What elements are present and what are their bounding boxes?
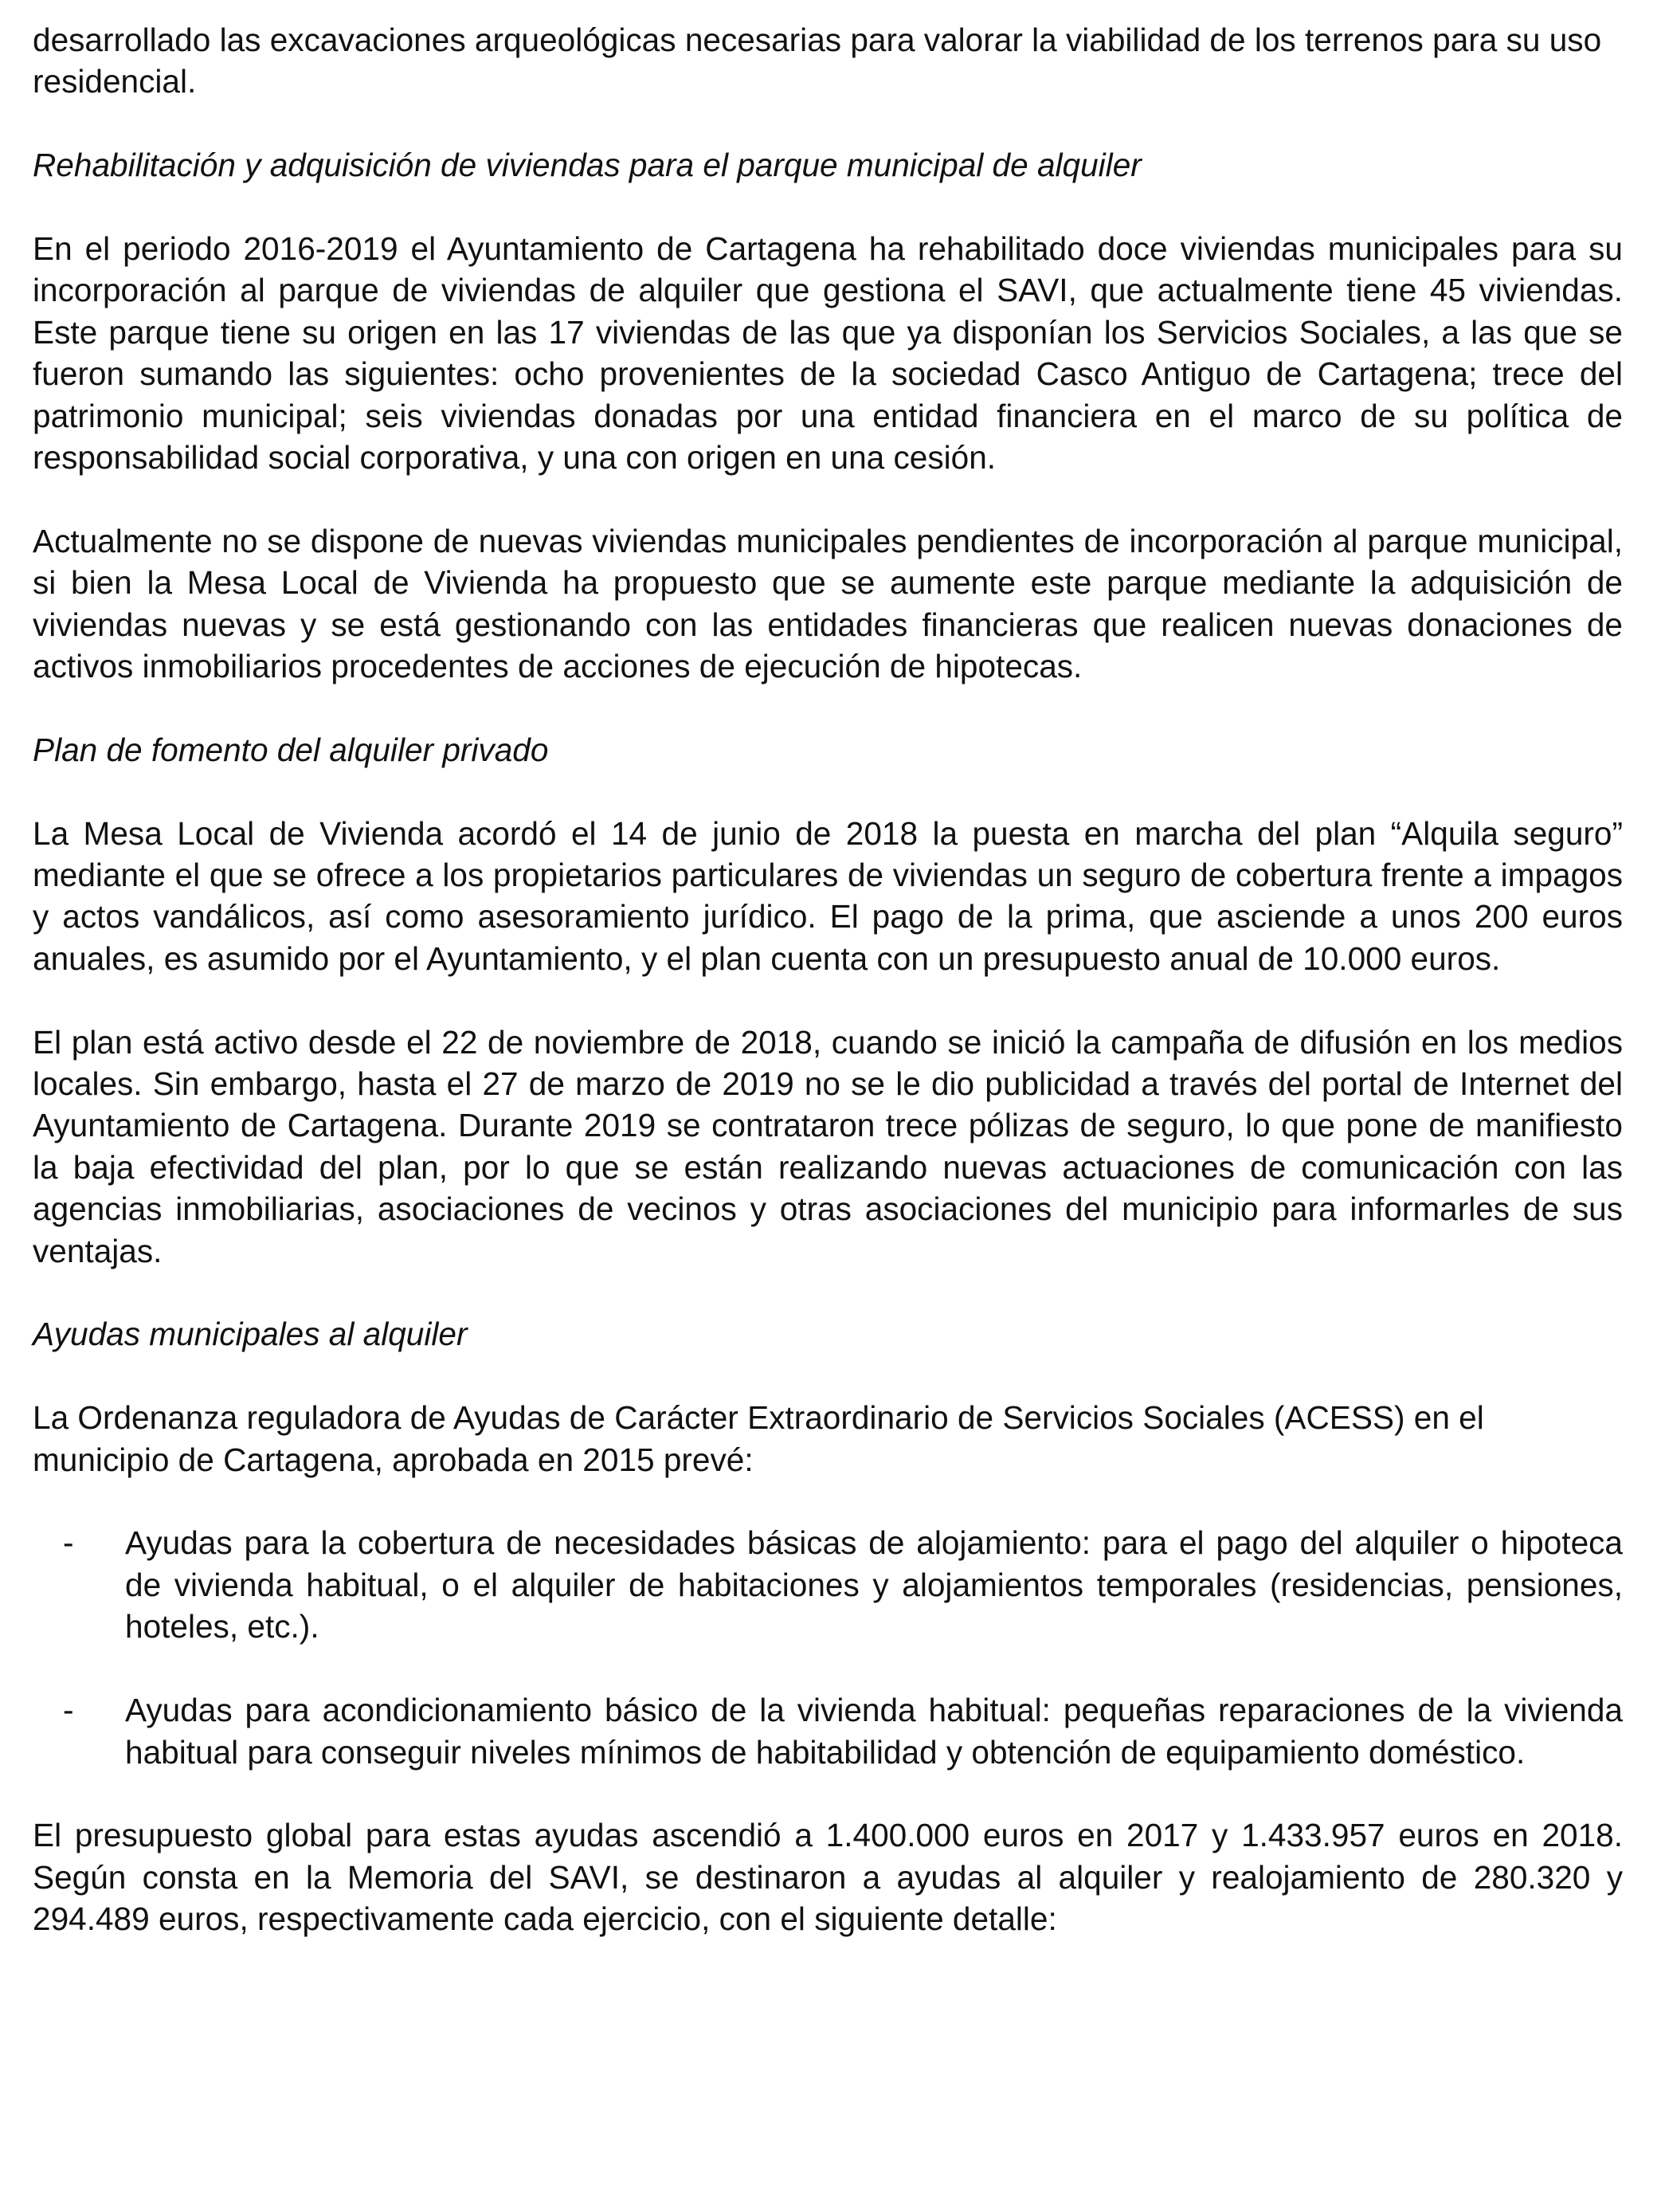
- paragraph-rehabilitacion-2: Actualmente no se dispone de nuevas viviendas municipales pendientes de incorporación al parque municipal, si bien la Mesa Local de Vivienda ha propuesto que se aumente este parque mediante la adquisición de viviendas nuevas y se está gestionando con las entidades financieras que realicen nuevas donaciones de activos inmobiliarios procedentes de acciones de ejecución de hipotecas.: [33, 522, 1623, 685]
- paragraph-intro: desarrollado las excavaciones arqueológicas necesarias para valorar la viabilidad de los terrenos para su uso residencial.: [33, 22, 1602, 100]
- list-item: [33, 1689, 1623, 1773]
- paragraph-rehabilitacion-1: En el periodo 2016-2019 el Ayuntamiento de Cartagena ha rehabilitado doce viviendas municipales para su incorporación al parque de viviendas de alquiler que gestiona el SAVI, que actualmente tiene 45 viviendas. Este parque tiene su origen en las 17 viviendas de las que ya disponían los Servicios Sociales, a las que se fueron sumando las siguientes: ocho provenientes de la sociedad Casco Antiguo de Cartagena; trece del patrimonio municipal; seis viviendas donadas por una entidad financiera en el marco de su política de responsabilidad social corporativa, y una con origen en una cesión.: [33, 230, 1623, 477]
- bullet-dash: -: [63, 1524, 74, 1562]
- section-heading-rehabilitacion: Rehabilitación y adquisición de viviendas para el parque municipal de alquiler: [33, 147, 1142, 184]
- paragraph-plan-2: El plan está activo desde el 22 de noviembre de 2018, cuando se inició la campaña de difusión en los medios locales. Sin embargo, hasta el 27 de marzo de 2019 no se le dio publicidad a través del portal de Internet del Ayuntamiento de Cartagena. Durante 2019 se contrataron trece pólizas de seguro, lo que pone de manifiesto la baja efectividad del plan, por lo que se están realizando nuevas actuaciones de comunicación con las agencias inmobiliarias, asociaciones de vecinos y otras asociaciones del municipio para informarles de sus ventajas.: [33, 1023, 1623, 1269]
- paragraph-ayudas-1: La Ordenanza reguladora de Ayudas de Carácter Extraordinario de Servicios Sociales (ACESS) en el municipio de Cartagena, aprobada en 2015 prevé:: [33, 1399, 1484, 1478]
- paragraph-ayudas-2: El presupuesto global para estas ayudas ascendió a 1.400.000 euros en 2017 y 1.433.957 euros en 2018. Según consta en la Memoria del SAVI, se destinaron a ayudas al alquiler y realojamiento de 280.320 y 294.489 euros, respectivamente cada ejercicio, con el siguiente detalle:: [33, 1817, 1623, 1938]
- section-heading-ayudas: Ayudas municipales al alquiler: [33, 1316, 468, 1353]
- list-item: [33, 1522, 1623, 1647]
- section-heading-plan-alquiler: Plan de fomento del alquiler privado: [33, 731, 549, 768]
- paragraph-plan-1: La Mesa Local de Vivienda acordó el 14 de junio de 2018 la puesta en marcha del plan “Alquila seguro” mediante el que se ofrece a los propietarios particulares de viviendas un seguro de cobertura frente a impagos y actos vandálicos, así como asesoramiento jurídico. El pago de la prima, que asciende a unos 200 euros anuales, es asumido por el Ayuntamiento, y el plan cuenta con un presupuesto anual de 10.000 euros.: [33, 814, 1623, 977]
- list-item-text: Ayudas para acondicionamiento básico de la vivienda habitual: pequeñas reparaciones de la vivienda habitual para conseguir niveles mínimos de habitabilidad y obtención de equipamiento doméstico.: [125, 1692, 1623, 1771]
- document-page: [33, 19, 1623, 1982]
- list-item-text: Ayudas para la cobertura de necesidades básicas de alojamiento: para el pago del alquiler o hipoteca de vivienda habitual, o el alquiler de habitaciones y alojamientos temporales (residencias, pensiones, hoteles, etc.).: [125, 1524, 1623, 1645]
- ayudas-list: [33, 1522, 1623, 1772]
- bullet-dash: -: [63, 1692, 74, 1729]
